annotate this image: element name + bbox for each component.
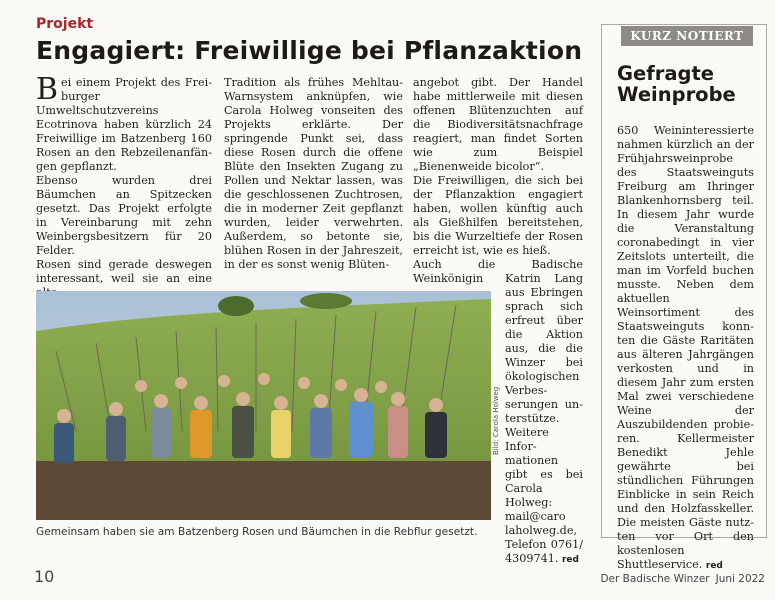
sidebar-signature: red xyxy=(705,561,723,571)
sidebar-paragraph: 650 Weininteressierte nahmen kürzlich an der Frühjahrsweinprobe des Staatsweinguts Freiburg am Ihringer Blankenhornsberg teil. In diesem Jahr wurde die Veranstaltung coronabedingt in vier Zeitslots unterteilt, die man im Vorfeld buchen musste. Neben dem aktuellen Weinsortiment des Staatsweinguts konnten die Gäste Raritäten aus älteren Jahrgängen verkosten und in diesem Jahr zum ersten Mal zwei verschiedene Weine der Auszubildenden probieren. Kellermeister Benedikt Jehle gewährte bei stündlichen Führungen Einblicke in sein Reich und den Holzfasskeller. Die meisten Gäste nutzten vor Ort den kostenlosen Shuttleservice. red xyxy=(617,124,754,571)
drop-cap: B xyxy=(36,72,59,107)
publication-footer xyxy=(600,573,765,585)
article-paragraph: Rosen sind gerade deswegen interessant, weil sie an eine xyxy=(36,258,212,285)
sidebar-body xyxy=(617,124,754,573)
issue-date: Juni 2022 xyxy=(715,573,765,585)
sidebar-title: Gefragte Weinprobe xyxy=(617,62,736,106)
publication-name: Der Badische Winzer xyxy=(600,573,710,585)
article-column-3-narrow xyxy=(505,272,583,567)
sidebar-badge: KURZ NOTIERT xyxy=(621,26,753,46)
article-paragraph: Tradition als frühes Mehltau-Warnsystem anknüpfen, wie Carola Holweg vonseiten des Projekts erklärte. Der springende Punkt sei, dass diese Rosen durch die offene Blüte den Insekten Zugang zu Pollen und Nektar lassen, was die geschlossenen Zuchtrosen, die in moderner Zeit gepflanzt wurden, leider verwehrten. Außerdem, so betonte sie, blühen Rosen in der Jahreszeit, in der es sonst wenig Blüten- xyxy=(224,76,403,271)
article-column-3 xyxy=(413,76,583,286)
photo-caption: Gemeinsam haben sie am Batzenberg Rosen und Bäumchen in die Rebflur gesetzt. xyxy=(36,526,478,538)
article-paragraph: Katrin Lang aus Ebringen sprach sich erfreut über die Aktion aus, die die Winzer bei ökologischen Verbesserungen unterstütze. xyxy=(505,272,583,425)
volunteer-group-photo xyxy=(36,291,491,520)
photo-credit: Bild: Carola Holweg xyxy=(492,386,500,455)
article-paragraph: angebot gibt. Der Handel habe mittlerweile mit diesen offenen Blütenzuchten auf die Biodiversitätsnachfrage reagiert, man findet Sorten wie zum Beispiel „Bienenweide bicolor“. xyxy=(413,76,583,173)
article-paragraph: Weitere Informationen gibt es bei Carola Holweg: mail@caro laholweg.de, Telefon 0761/ 4309741. red xyxy=(505,426,583,565)
article-headline: Engagiert: Freiwillige bei Pflanzaktion xyxy=(36,36,583,65)
article-column-2 xyxy=(224,76,403,272)
article-paragraph: Die Freiwilligen, die sich bei der Pflanzaktion engagiert haben, wollen künftig auch als Gießhilfen bereitstehen, bis die Wurzeltiefe der Rosen erreicht ist, wie es hieß. xyxy=(413,174,583,257)
page-number: 10 xyxy=(34,567,55,586)
article-paragraph: Ebenso wurden drei Bäumchen an Spitzecken gesetzt. Das Projekt erfolgte in Vereinbarung mit zehn Weinbergsbesitzern für 20 Felder. xyxy=(36,174,212,257)
author-signature: red xyxy=(561,555,579,565)
article-paragraph: Auch die Badische Weinkönigin xyxy=(413,258,583,285)
article-column-1 xyxy=(36,72,212,300)
article-paragraph: Bei einem Projekt des Freiburger Umweltschutzvereins Ecotrinova haben kürzlich 24 Freiwillige im Batzenberg 160 Rosen an den Rebzeilenanfängen gepflanzt. xyxy=(36,72,212,173)
article-kicker: Projekt xyxy=(36,16,94,32)
